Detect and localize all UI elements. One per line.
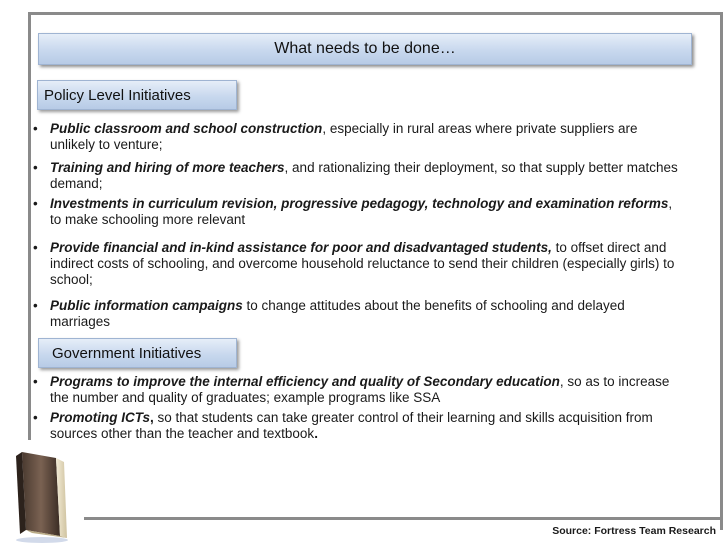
bullet-bold-comma: , [150, 410, 154, 425]
frame-right-border [720, 12, 723, 530]
bullet-item [33, 121, 683, 153]
bullet-text: to offset direct and indirect costs of schooling, and overcome household reluctance to send their children (especially girls) to school; [50, 240, 675, 287]
bullet-dot: • [33, 196, 38, 211]
slide-title: What needs to be done… [38, 33, 692, 65]
bullet-dot: • [33, 160, 38, 175]
bullet-bold-text: Training and hiring of more teachers [50, 160, 285, 175]
bullet-bold-text: Programs to improve the internal efficiency and quality of Secondary education [50, 374, 560, 389]
bullet-dot: • [33, 410, 38, 425]
bullet-dot: • [33, 240, 38, 255]
bullet-dot: • [33, 121, 38, 136]
bullet-item [33, 196, 683, 228]
bullet-bold-text: Public classroom and school construction [50, 121, 323, 136]
bullet-bold-text: Public information campaigns [50, 298, 243, 313]
bullet-dot: • [33, 374, 38, 389]
bullet-text: , and rationalizing their deployment, so that supply better matches demand; [50, 160, 678, 191]
bullet-item [33, 160, 683, 192]
section-label-government: Government Initiatives [38, 338, 237, 368]
frame-left-border [28, 12, 31, 440]
bullet-dot: • [33, 298, 38, 313]
bullet-text: , so as to increase the number and quality of graduates; example programs like SSA [50, 374, 670, 405]
source-caption: Source: Fortress Team Research [552, 525, 716, 537]
bullet-text: , to make schooling more relevant [50, 196, 673, 227]
bullet-bold-text: Investments in curriculum revision, progressive pedagogy, technology and examination reforms [50, 196, 669, 211]
frame-bottom-border [84, 517, 723, 520]
bullet-text: , especially in rural areas where private suppliers are unlikely to venture; [50, 121, 638, 152]
bullet-bold-period: . [314, 426, 318, 441]
bullet-item [33, 410, 683, 442]
bullet-item [33, 374, 683, 406]
bullet-text: so that students can take greater control of their learning and skills acquisition from sources other than the teacher and textbook [50, 410, 653, 441]
section-label-policy: Policy Level Initiatives [37, 80, 237, 110]
bullet-item [33, 298, 683, 330]
frame-top-border [28, 12, 723, 15]
bullet-item [33, 240, 683, 288]
bullet-text: to change attitudes about the benefits of schooling and delayed marriages [50, 298, 625, 329]
bullet-bold-text: Promoting ICTs [50, 410, 150, 425]
book-icon [4, 448, 74, 543]
bullet-bold-text: Provide financial and in-kind assistance for poor and disadvantaged students, [50, 240, 552, 255]
